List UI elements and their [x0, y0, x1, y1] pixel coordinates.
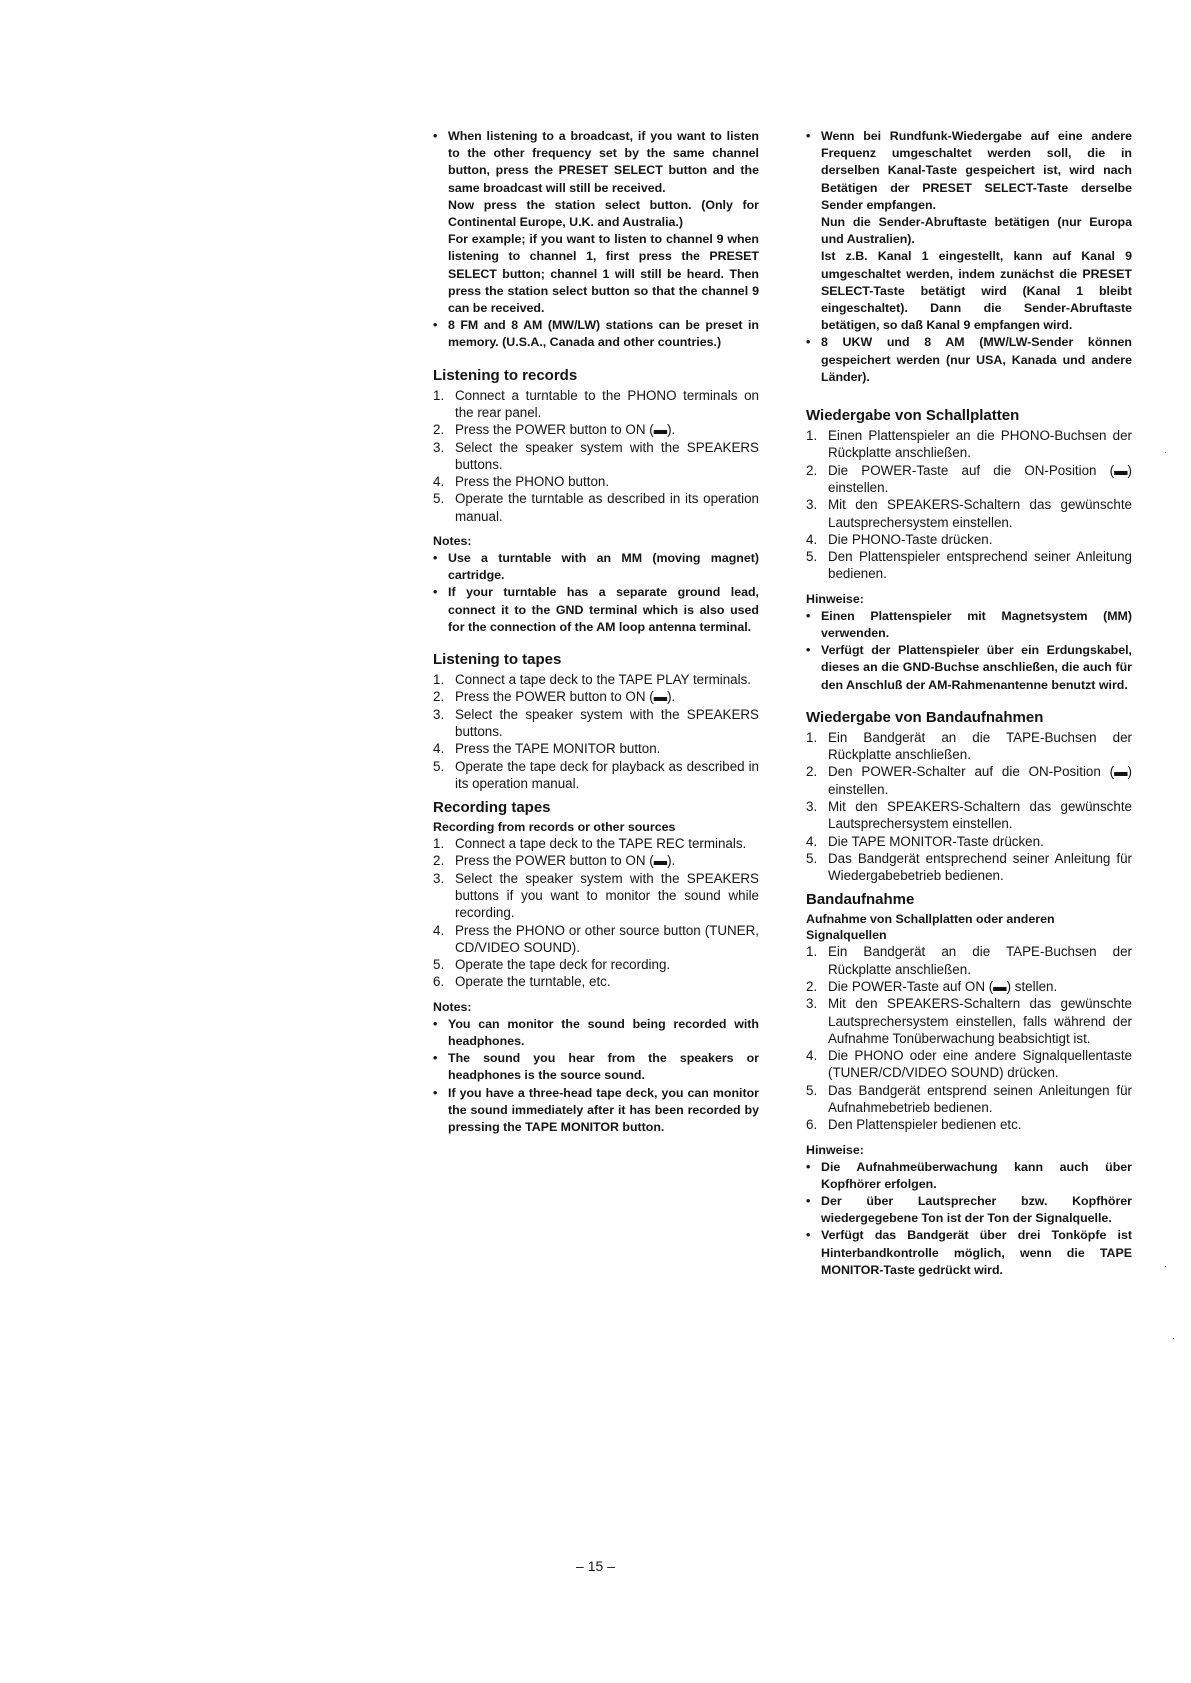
step-item: 3. Mit den SPEAKERS-Schaltern das gewünschte Lautsprechersystem einstellen, falls während der Aufnahme Tonüberwachung beabsichtigt ist.: [806, 996, 1132, 1046]
notes-label: Notes:: [433, 534, 472, 549]
step-item: 1. Ein Bandgerät an die TAPE-Buchsen der Rückplatte anschließen.: [806, 729, 1132, 763]
note-item: • Der über Lautsprecher bzw. Kopfhörer wiedergegebene Ton ist der Ton der Signalquelle.: [806, 1193, 1132, 1227]
step-item: 5. Das Bandgerät entsprechend seiner Anleitung für Wiedergabebetrieb bedienen.: [806, 850, 1132, 884]
section-heading-tapes: Wiedergabe von Bandaufnahmen: [806, 708, 1044, 726]
intro-continuation: Now press the station select button. (Only for Continental Europe, U.K. and Australia.): [448, 197, 759, 230]
scan-speck: ·: [1164, 1262, 1167, 1271]
step-item: 4. Die PHONO oder eine andere Signalquellentaste (TUNER/CD/VIDEO SOUND) drücken.: [806, 1048, 1132, 1081]
section-heading-recording: Recording tapes: [433, 799, 551, 817]
note-item: • Die Aufnahmeüberwachung kann auch über Kopfhörer erfolgen.: [806, 1159, 1132, 1193]
section-heading-recording: Bandaufnahme: [806, 891, 915, 909]
step-item: 6. Operate the turntable, etc.: [433, 974, 611, 990]
step-item: 2. Press the POWER button to ON (▬).: [433, 853, 676, 869]
tapes-steps: [433, 671, 759, 792]
note-item: • Use a turntable with an MM (moving magnet) cartridge.: [433, 550, 759, 584]
intro-bullet: • 8 UKW und 8 AM (MW/LW-Sender können gespeichert werden (nur USA, Kanada und andere Länder).: [806, 334, 1132, 386]
step-item: 6. Den Plattenspieler bedienen etc.: [806, 1117, 1022, 1133]
recording-steps: [433, 835, 759, 991]
step-item: 2. Die POWER-Taste auf ON (▬) stellen.: [806, 979, 1058, 994]
note-item: • Verfügt das Bandgerät über drei Tonköpfe ist Hinterbandkontrolle möglich, wenn die TAPE MONITOR-Taste gedrückt wird.: [806, 1227, 1132, 1279]
step-item: 1. Connect a turntable to the PHONO terminals on the rear panel.: [433, 387, 759, 420]
intro-bullet: • Wenn bei Rundfunk-Wiedergabe auf eine andere Frequenz umgeschaltet werden soll, die in derselben Kanal-Taste gespeichert ist, wird nach Betätigen der PRESET SELECT-Taste derselbe Sender empfangen. Nun die Sender-Abruftaste betätigen (nur Europa und Australien). Ist z.B. Kanal 1 eingestellt, kann auf Kanal 9 umgeschaltet werden, indem zunächst die PRESET SELECT-Taste betätigt wird (Kanal 1 bleibt eingeschaltet). Dann die Sender-Abruftaste betätigen, so daß Kanal 9 empfangen wird.: [806, 128, 1132, 334]
step-item: 1. Connect a tape deck to the TAPE PLAY terminals.: [433, 672, 751, 688]
note-item: • The sound you hear from the speakers or headphones is the source sound.: [433, 1050, 759, 1084]
step-item: 2. Press the POWER button to ON (▬).: [433, 422, 676, 438]
english-column: [433, 128, 759, 1136]
step-item: 4. Press the TAPE MONITOR button.: [433, 741, 661, 757]
note-item: • You can monitor the sound being recorded with headphones.: [433, 1016, 759, 1050]
intro-continuation: Nun die Sender-Abruftaste betätigen (nur Europa und Australien).: [821, 215, 1132, 247]
tapes-steps: [806, 729, 1132, 885]
section-heading-records: Listening to records: [433, 366, 578, 384]
intro-bullet: • When listening to a broadcast, if you want to listen to the other frequency set by the same channel button, press the PRESET SELECT button and the same broadcast will still be received. Now press the station select button. (Only for Continental Europe, U.K. and Australia.) For example; if you want to listen to channel 9 when listening to channel 1, first press the PRESET SELECT button; channel 1 will still be heard. Then press the station select button so that the channel 9 can be received.: [433, 128, 759, 317]
recording-subheading: Recording from records or other sources: [433, 820, 676, 835]
step-item: 4. Die PHONO-Taste drücken.: [806, 531, 993, 547]
records-steps: [433, 387, 759, 525]
intro-notes: [433, 128, 759, 352]
intro-continuation: For example; if you want to listen to channel 9 when listening to channel 1, first press the PRESET SELECT button; channel 1 will still be heard. Then press the station select button so that the channel 9 can be received.: [448, 232, 759, 316]
recording-notes: [433, 1016, 759, 1136]
step-item: 1. Connect a tape deck to the TAPE REC terminals.: [433, 836, 747, 852]
step-item: 5. Den Plattenspieler entsprechend seiner Anleitung bedienen.: [806, 549, 1132, 582]
recording-subheading: Aufnahme von Schallplatten oder anderen Signalquellen: [806, 912, 1055, 943]
step-item: 5. Operate the tape deck for recording.: [433, 957, 671, 973]
scan-speck: ·: [1164, 448, 1167, 457]
step-item: 3. Select the speaker system with the SPEAKERS buttons.: [433, 439, 759, 472]
recording-notes: [806, 1159, 1132, 1279]
german-column: [806, 128, 1132, 1279]
recording-steps: [806, 943, 1132, 1133]
step-item: 4. Press the PHONO or other source button (TUNER, CD/VIDEO SOUND).: [433, 922, 759, 955]
scan-speck: ·: [1172, 1334, 1175, 1343]
intro-bullet: • 8 FM and 8 AM (MW/LW) stations can be preset in memory. (U.S.A., Canada and other countries.): [433, 317, 759, 351]
note-item: • Verfügt der Plattenspieler über ein Erdungskabel, dieses an die GND-Buchse anschließen, die auch für den Anschluß der AM-Rahmenantenne benutzt wird.: [806, 642, 1132, 694]
section-heading-tapes: Listening to tapes: [433, 651, 562, 669]
step-item: 5. Operate the turntable as described in its operation manual.: [433, 491, 759, 524]
intro-continuation: Ist z.B. Kanal 1 eingestellt, kann auf Kanal 9 umgeschaltet werden, indem zunächst die PRESET SELECT-Taste betätigt wird (Kanal 1 bleibt eingeschaltet). Dann die Sender-Abruftaste betätigen, so daß Kanal 9 empfangen wird.: [821, 249, 1132, 333]
step-item: 3. Select the speaker system with the SPEAKERS buttons.: [433, 706, 759, 739]
note-item: • Einen Plattenspieler mit Magnetsystem (MM) verwenden.: [806, 608, 1132, 642]
step-item: 2. Die POWER-Taste auf die ON-Position (▬) einstellen.: [806, 462, 1132, 495]
records-notes: [806, 608, 1132, 694]
note-item: • If you have a three-head tape deck, you can monitor the sound immediately after it has been recorded by pressing the TAPE MONITOR button.: [433, 1085, 759, 1137]
step-item: 2. Den POWER-Schalter auf die ON-Position (▬) einstellen.: [806, 764, 1132, 797]
section-heading-records: Wiedergabe von Schallplatten: [806, 407, 1020, 425]
step-item: 3. Mit den SPEAKERS-Schaltern das gewünschte Lautsprechersystem einstellen.: [806, 798, 1132, 832]
records-steps: [806, 427, 1132, 583]
step-item: 5. Das Bandgerät entsprend seinen Anleitungen für Aufnahmebetrieb bedienen.: [806, 1082, 1132, 1116]
step-item: 5. Operate the tape deck for playback as described in its operation manual.: [433, 758, 759, 791]
notes-label: Notes:: [433, 999, 472, 1014]
page-number: – 15 –: [576, 1558, 615, 1574]
records-notes: [433, 550, 759, 636]
step-item: 2. Press the POWER button to ON (▬).: [433, 689, 676, 705]
step-item: 3. Select the speaker system with the SPEAKERS buttons if you want to monitor the sound while recording.: [433, 870, 759, 921]
notes-label: Hinweise:: [806, 1142, 864, 1157]
step-item: 4. Die TAPE MONITOR-Taste drücken.: [806, 833, 1044, 849]
step-item: 3. Mit den SPEAKERS-Schaltern das gewünschte Lautsprechersystem einstellen.: [806, 497, 1132, 530]
step-item: 1. Einen Plattenspieler an die PHONO-Buchsen der Rückplatte anschließen.: [806, 428, 1132, 461]
intro-notes: [806, 128, 1132, 386]
step-item: 4. Press the PHONO button.: [433, 474, 610, 490]
notes-label: Hinweise:: [806, 591, 864, 606]
step-item: 1. Ein Bandgerät an die TAPE-Buchsen der Rückplatte anschließen.: [806, 944, 1132, 977]
note-item: • If your turntable has a separate ground lead, connect it to the GND terminal which is also used for the connection of the AM loop antenna terminal.: [433, 584, 759, 636]
